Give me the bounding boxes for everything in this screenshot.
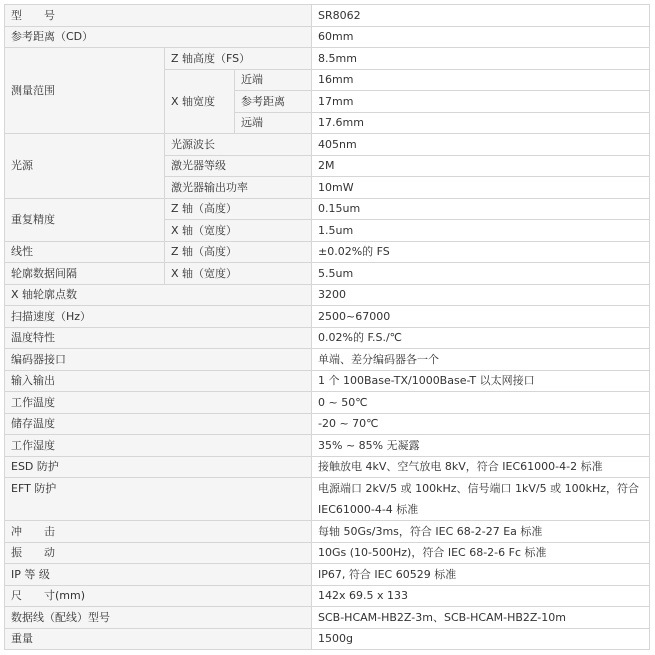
sub-label-rep-x: X 轴（宽度）: [165, 220, 312, 242]
table-row: [5, 392, 650, 414]
table-row: [5, 521, 650, 543]
row-label-x-points: X 轴轮廓点数: [5, 284, 312, 306]
row-value-scan-speed: 2500~67000: [312, 306, 650, 328]
sub-label-laser-class: 激光器等级: [165, 155, 312, 177]
table-row: [5, 284, 650, 306]
row-value-ip: IP67, 符合 IEC 60529 标准: [312, 564, 650, 586]
sub-label-linearity: Z 轴（高度）: [165, 241, 312, 263]
row-value-rep-x: 1.5um: [312, 220, 650, 242]
table-row: [5, 241, 650, 263]
row-label-encoder: 编码器接口: [5, 349, 312, 371]
table-row: [5, 263, 650, 285]
row-label-light: 光源: [5, 134, 165, 199]
row-value-size: 142x 69.5 x 133: [312, 585, 650, 607]
sub-label-x-width: X 轴宽度: [165, 69, 235, 134]
sub-label-far: 远端: [235, 112, 312, 134]
table-row: [5, 306, 650, 328]
row-label-vibration: 振 动: [5, 542, 312, 564]
sub-label-rep-z: Z 轴（高度）: [165, 198, 312, 220]
row-label-shock: 冲 击: [5, 521, 312, 543]
row-value-model: SR8062: [312, 5, 650, 27]
row-label-temp-char: 温度特性: [5, 327, 312, 349]
row-value-op-temp: 0 ~ 50℃: [312, 392, 650, 414]
sub-label-wavelength: 光源波长: [165, 134, 312, 156]
row-value-humidity: 35% ~ 85% 无凝露: [312, 435, 650, 457]
row-value-laser-class: 2M: [312, 155, 650, 177]
row-value-near: 16mm: [312, 69, 650, 91]
spec-table: [4, 4, 650, 650]
table-row: [5, 542, 650, 564]
row-value-laser-power: 10mW: [312, 177, 650, 199]
table-row: [5, 413, 650, 435]
row-label-model: 型 号: [5, 5, 312, 27]
table-row: [5, 607, 650, 629]
table-row: [5, 26, 650, 48]
sub-label-laser-power: 激光器输出功率: [165, 177, 312, 199]
table-row: [5, 478, 650, 521]
row-label-op-temp: 工作温度: [5, 392, 312, 414]
row-label-scan-speed: 扫描速度（Hz）: [5, 306, 312, 328]
row-value-shock: 每轴 50Gs/3ms，符合 IEC 68-2-27 Ea 标准: [312, 521, 650, 543]
row-label-linearity: 线性: [5, 241, 165, 263]
row-value-encoder: 单端、差分编码器各一个: [312, 349, 650, 371]
row-value-eft: 电源端口 2kV/5 或 100kHz、信号端口 1kV/5 或 100kHz，符合 IEC61000-4-4 标准: [312, 478, 650, 521]
row-value-io: 1 个 100Base-TX/1000Base-T 以太网接口: [312, 370, 650, 392]
table-row: [5, 435, 650, 457]
row-label-profile-interval: 轮廓数据间隔: [5, 263, 165, 285]
table-row: [5, 370, 650, 392]
row-value-temp-char: 0.02%的 F.S./℃: [312, 327, 650, 349]
row-label-repeatability: 重复精度: [5, 198, 165, 241]
sub-label-near: 近端: [235, 69, 312, 91]
spec-table-wrapper: [4, 4, 649, 650]
row-label-size: 尺 寸(mm): [5, 585, 312, 607]
row-value-weight: 1500g: [312, 628, 650, 650]
row-value-far: 17.6mm: [312, 112, 650, 134]
sub-label-profile-interval: X 轴（宽度）: [165, 263, 312, 285]
table-row: [5, 327, 650, 349]
row-value-ref: 17mm: [312, 91, 650, 113]
row-value-rep-z: 0.15um: [312, 198, 650, 220]
row-label-io: 输入输出: [5, 370, 312, 392]
row-label-weight: 重量: [5, 628, 312, 650]
table-row: [5, 134, 650, 156]
row-label-ip: IP 等 级: [5, 564, 312, 586]
row-label-humidity: 工作湿度: [5, 435, 312, 457]
row-label-measure-range: 测量范围: [5, 48, 165, 134]
row-value-profile-interval: 5.5um: [312, 263, 650, 285]
row-value-linearity: ±0.02%的 FS: [312, 241, 650, 263]
table-row: [5, 628, 650, 650]
row-label-ref-distance: 参考距离（CD）: [5, 26, 312, 48]
row-value-wavelength: 405nm: [312, 134, 650, 156]
row-value-x-points: 3200: [312, 284, 650, 306]
row-value-storage-temp: -20 ~ 70℃: [312, 413, 650, 435]
table-row: [5, 48, 650, 70]
row-value-z-height: 8.5mm: [312, 48, 650, 70]
row-label-esd: ESD 防护: [5, 456, 312, 478]
row-value-esd: 接触放电 4kV、空气放电 8kV，符合 IEC61000-4-2 标准: [312, 456, 650, 478]
table-row: [5, 5, 650, 27]
table-row: [5, 456, 650, 478]
table-row: [5, 564, 650, 586]
table-row: [5, 349, 650, 371]
row-value-ref-distance: 60mm: [312, 26, 650, 48]
row-value-vibration: 10Gs (10-500Hz)，符合 IEC 68-2-6 Fc 标准: [312, 542, 650, 564]
sub-label-ref: 参考距离: [235, 91, 312, 113]
sub-label-z-height: Z 轴高度（FS）: [165, 48, 312, 70]
row-label-eft: EFT 防护: [5, 478, 312, 521]
row-value-cable: SCB-HCAM-HB2Z-3m、SCB-HCAM-HB2Z-10m: [312, 607, 650, 629]
row-label-storage-temp: 储存温度: [5, 413, 312, 435]
table-row: [5, 198, 650, 220]
row-label-cable: 数据线（配线）型号: [5, 607, 312, 629]
table-row: [5, 585, 650, 607]
